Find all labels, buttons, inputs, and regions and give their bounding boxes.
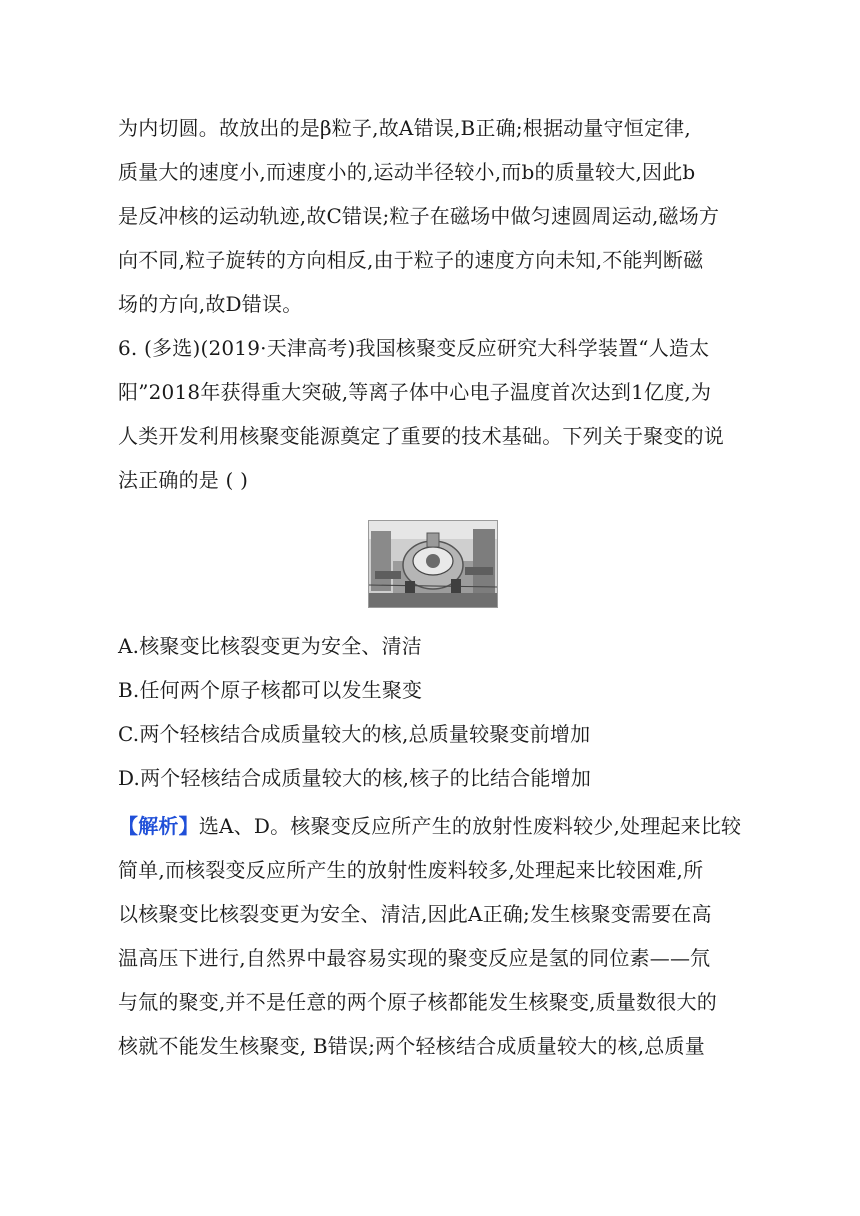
analysis-tag: 【解析】 xyxy=(118,814,199,838)
option-d: D.两个轻核结合成质量较大的核,核子的比结合能增加 xyxy=(118,766,592,790)
fusion-device-illustration xyxy=(369,521,497,607)
fusion-device-photo xyxy=(368,520,498,608)
analysis-line: 以核聚变比核裂变更为安全、清洁,因此A正确;发生核聚变需要在高 xyxy=(118,902,712,926)
analysis-line: 温高压下进行,自然界中最容易实现的聚变反应是氢的同位素——氘 xyxy=(118,946,711,970)
analysis-text: 选A、D。核聚变反应所产生的放射性废料较少,处理起来比较 xyxy=(198,814,742,838)
analysis-first-line xyxy=(118,812,748,840)
paragraph-line: 场的方向,故D错误。 xyxy=(118,292,303,316)
question-line: 阳”2018年获得重大突破,等离子体中心电子温度首次达到1亿度,为 xyxy=(118,380,712,404)
question-line: 人类开发利用核聚变能源奠定了重要的技术基础。下列关于聚变的说 xyxy=(118,424,724,448)
question-line: 6. (多选)(2019·天津高考)我国核聚变反应研究大科学装置“人造太 xyxy=(118,336,710,360)
option-a: A.核聚变比核裂变更为安全、清洁 xyxy=(118,634,423,658)
option-b: B.任何两个原子核都可以发生聚变 xyxy=(118,678,423,702)
analysis-line: 简单,而核裂变反应所产生的放射性废料较多,处理起来比较困难,所 xyxy=(118,858,704,882)
analysis-line: 核就不能发生核聚变, B错误;两个轻核结合成质量较大的核,总质量 xyxy=(118,1034,705,1058)
option-c: C.两个轻核结合成质量较大的核,总质量较聚变前增加 xyxy=(118,722,591,746)
paragraph-line: 向不同,粒子旋转的方向相反,由于粒子的速度方向未知,不能判断磁 xyxy=(118,248,704,272)
question-line: 法正确的是 ( ) xyxy=(118,468,249,492)
paragraph-line: 质量大的速度小,而速度小的,运动半径较小,而b的质量较大,因此b xyxy=(118,160,696,184)
paragraph-line: 为内切圆。故放出的是β粒子,故A错误,B正确;根据动量守恒定律, xyxy=(118,116,691,140)
paragraph-line: 是反冲核的运动轨迹,故C错误;粒子在磁场中做匀速圆周运动,磁场方 xyxy=(118,204,720,228)
analysis-line: 与氚的聚变,并不是任意的两个原子核都能发生核聚变,质量数很大的 xyxy=(118,990,717,1014)
